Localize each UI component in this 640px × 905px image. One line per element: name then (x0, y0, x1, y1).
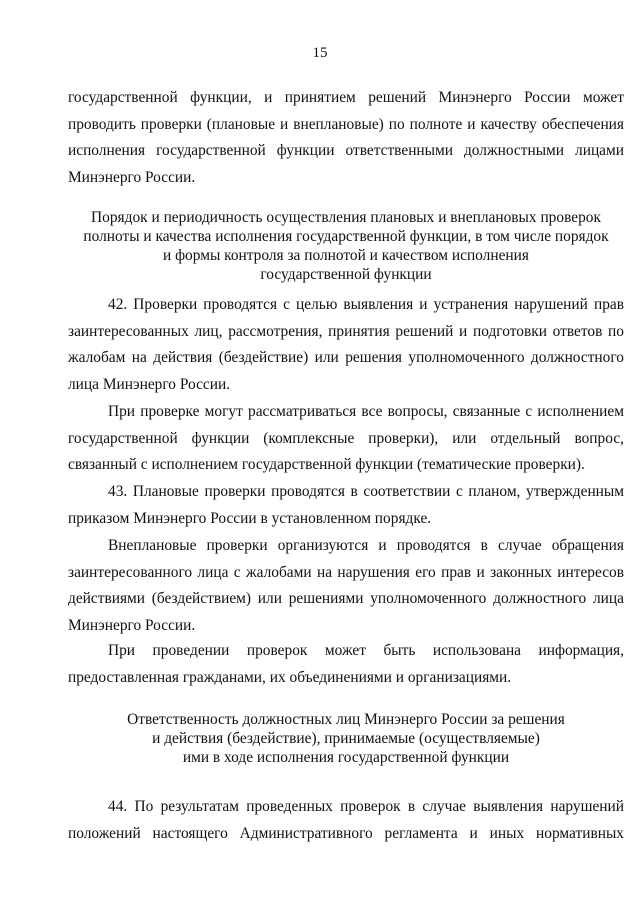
heading-line: Порядок и периодичность осуществления плановых и внеплановых проверок (91, 209, 601, 226)
heading-line: ими в ходе исполнения государственной функции (182, 749, 510, 766)
text-line: заинтересованных лиц, рассмотрения, принятия решений и подготовки ответов по (68, 322, 624, 340)
text-line: государственной функции, и принятием решений Минэнерго России может (68, 89, 624, 106)
heading-line: и формы контроля за полнотой и качеством исполнения (163, 247, 529, 264)
page-number: 15 (312, 45, 328, 61)
heading-line: полноты и качества исполнения государственной функции, в том числе порядок (83, 228, 609, 245)
intro-paragraph (68, 85, 624, 191)
text-line: 43. Плановые проверки проводятся в соответствии с планом, утвержденным (108, 483, 624, 500)
section-heading-responsibility (68, 710, 624, 767)
text-line: 42. Проверки проводятся с целью выявления и устранения нарушений прав (108, 296, 624, 313)
text-line: приказом Минэнерго России в установленном порядке. (68, 509, 432, 527)
text-line: лица Минэнерго России. (68, 375, 231, 393)
text-line: государственной функции (комплексные проверки), или отдельный вопрос, (68, 429, 624, 447)
heading-line: государственной функции (260, 266, 432, 283)
text-line: проводить проверки (плановые и внеплановые) по полноте и качеству обеспечения (68, 115, 624, 133)
heading-line: и действия (бездействие), принимаемые (осуществляемые) (152, 730, 540, 747)
paragraph-42-continued (68, 399, 624, 479)
paragraph-43 (68, 479, 624, 532)
text-line: исполнения государственной функции ответственными должностными лицами (68, 142, 624, 159)
text-line: положений настоящего Административного регламента и иных нормативных (68, 824, 624, 842)
text-line: 44. По результатам проведенных проверок в случае выявления нарушений (108, 798, 624, 815)
text-line: жалобам на действия (бездействие) или решения уполномоченного должностного (68, 349, 624, 366)
paragraph-43-unplanned (68, 533, 624, 639)
text-line: предоставленная гражданами, их объединениями и организациями. (68, 668, 512, 686)
paragraph-44 (68, 794, 624, 847)
text-line: связанный с исполнением государственной функции (тематические проверки). (68, 456, 585, 473)
paragraph-43-information (68, 638, 624, 691)
text-line: Минэнерго России. (68, 616, 196, 634)
text-line: При проведении проверок может быть использована информация, (108, 642, 624, 659)
paragraph-42 (68, 292, 624, 398)
text-line: Внеплановые проверки организуются и проводятся в случае обращения (108, 537, 624, 554)
heading-line: Ответственность должностных лиц Минэнерго России за решения (127, 711, 565, 728)
text-line: Минэнерго России. (68, 168, 196, 186)
text-line: заинтересованного лица с жалобами на нарушения его прав и законных интересов (68, 563, 624, 581)
text-line: При проверке могут рассматриваться все вопросы, связанные с исполнением (108, 403, 624, 420)
text-line: действиями (бездействием) или решениями уполномоченного должностного лица (68, 590, 624, 607)
section-heading-checks (68, 208, 624, 284)
